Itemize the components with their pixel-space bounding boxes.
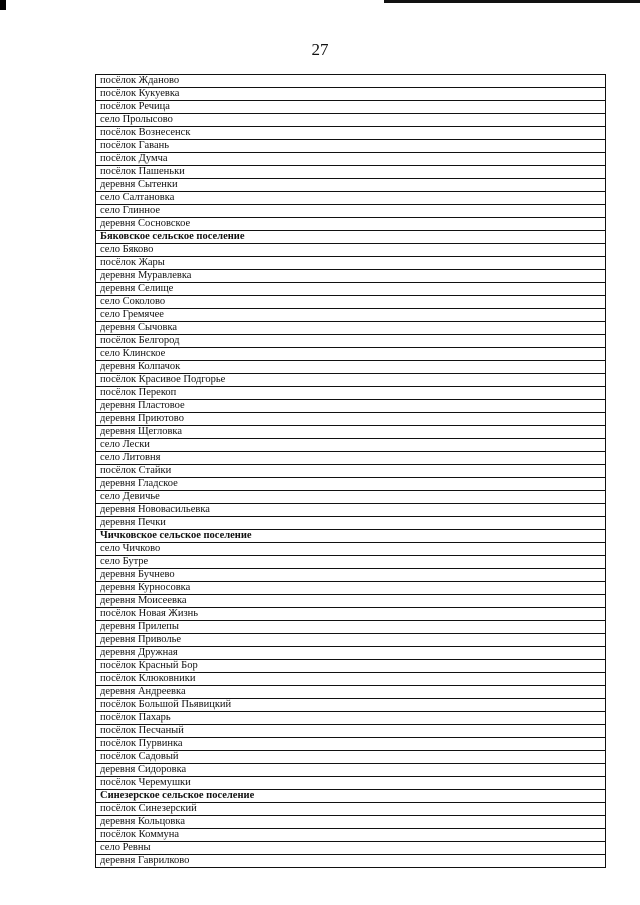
table-row [96, 673, 606, 686]
settlement-name-cell: деревня Селище [96, 283, 606, 296]
settlement-name-cell: деревня Пластовое [96, 400, 606, 413]
table-row [96, 465, 606, 478]
settlement-name-cell: посёлок Клюковники [96, 673, 606, 686]
settlement-name-cell: посёлок Стайки [96, 465, 606, 478]
settlement-name-cell: посёлок Коммуна [96, 829, 606, 842]
settlement-table [95, 74, 606, 868]
table-row [96, 491, 606, 504]
table-row [96, 634, 606, 647]
scan-edge-mark [0, 0, 6, 10]
settlement-name-cell: село Литовня [96, 452, 606, 465]
settlement-name-cell: посёлок Черемушки [96, 777, 606, 790]
table-row [96, 543, 606, 556]
settlement-name-cell: посёлок Большой Пьявицкий [96, 699, 606, 712]
table-row [96, 244, 606, 257]
settlement-table-body [96, 75, 606, 868]
settlement-name-cell: деревня Щегловка [96, 426, 606, 439]
table-row [96, 335, 606, 348]
table-row [96, 257, 606, 270]
settlement-name-cell: деревня Гаврилково [96, 855, 606, 868]
table-row [96, 413, 606, 426]
table-row [96, 478, 606, 491]
table-row [96, 556, 606, 569]
settlement-name-cell: деревня Колпачок [96, 361, 606, 374]
table-row [96, 309, 606, 322]
table-row [96, 738, 606, 751]
table-row [96, 179, 606, 192]
settlement-name-cell: село Чичково [96, 543, 606, 556]
table-row [96, 400, 606, 413]
settlement-name-cell: село Бяково [96, 244, 606, 257]
table-row [96, 595, 606, 608]
settlement-name-cell: село Соколово [96, 296, 606, 309]
table-row [96, 166, 606, 179]
settlement-name-cell: деревня Курносовка [96, 582, 606, 595]
settlement-name-cell: посёлок Белгород [96, 335, 606, 348]
settlement-name-cell: деревня Бучнево [96, 569, 606, 582]
settlement-name-cell: деревня Прилепы [96, 621, 606, 634]
table-row [96, 452, 606, 465]
table-row [96, 803, 606, 816]
settlement-name-cell: посёлок Перекоп [96, 387, 606, 400]
table-row [96, 686, 606, 699]
table-row [96, 127, 606, 140]
settlement-name-cell: село Девичье [96, 491, 606, 504]
table-row [96, 608, 606, 621]
settlement-name-cell: посёлок Синезерский [96, 803, 606, 816]
table-row [96, 374, 606, 387]
table-row [96, 569, 606, 582]
table-row [96, 439, 606, 452]
settlement-name-cell: деревня Нововасильевка [96, 504, 606, 517]
table-row [96, 296, 606, 309]
settlement-name-cell: село Лески [96, 439, 606, 452]
section-header-cell: Чичковское сельское поселение [96, 530, 606, 543]
settlement-name-cell: деревня Кольцовка [96, 816, 606, 829]
settlement-name-cell: посёлок Новая Жизнь [96, 608, 606, 621]
scan-edge-line [384, 0, 640, 3]
table-row [96, 842, 606, 855]
table-row [96, 348, 606, 361]
settlement-name-cell: село Бутре [96, 556, 606, 569]
table-row [96, 205, 606, 218]
table-row [96, 725, 606, 738]
table-row [96, 660, 606, 673]
table-row [96, 855, 606, 868]
settlement-name-cell: деревня Сычовка [96, 322, 606, 335]
settlement-name-cell: деревня Гладское [96, 478, 606, 491]
settlement-name-cell: деревня Приютово [96, 413, 606, 426]
settlement-name-cell: село Салтановка [96, 192, 606, 205]
table-row [96, 101, 606, 114]
table-row [96, 114, 606, 127]
table-row [96, 192, 606, 205]
settlement-name-cell: посёлок Жданово [96, 75, 606, 88]
table-row [96, 426, 606, 439]
table-row [96, 621, 606, 634]
table-row [96, 712, 606, 725]
table-row [96, 283, 606, 296]
settlement-name-cell: село Глинное [96, 205, 606, 218]
settlement-name-cell: деревня Андреевка [96, 686, 606, 699]
settlement-name-cell: посёлок Красивое Подгорье [96, 374, 606, 387]
settlement-name-cell: посёлок Думча [96, 153, 606, 166]
table-row [96, 582, 606, 595]
settlement-name-cell: село Гремячее [96, 309, 606, 322]
table-row [96, 322, 606, 335]
settlement-name-cell: посёлок Жары [96, 257, 606, 270]
settlement-name-cell: посёлок Красный Бор [96, 660, 606, 673]
settlement-name-cell: деревня Дружная [96, 647, 606, 660]
table-row [96, 504, 606, 517]
settlement-name-cell: деревня Сосновское [96, 218, 606, 231]
settlement-name-cell: село Ревны [96, 842, 606, 855]
section-header-row [96, 790, 606, 803]
settlement-name-cell: посёлок Песчаный [96, 725, 606, 738]
section-header-cell: Синезерское сельское поселение [96, 790, 606, 803]
settlement-name-cell: деревня Муравлевка [96, 270, 606, 283]
table-row [96, 829, 606, 842]
settlement-name-cell: посёлок Садовый [96, 751, 606, 764]
section-header-row [96, 530, 606, 543]
settlement-name-cell: посёлок Пашеньки [96, 166, 606, 179]
settlement-name-cell: посёлок Пурвинка [96, 738, 606, 751]
settlement-name-cell: деревня Моисеевка [96, 595, 606, 608]
settlement-name-cell: посёлок Вознесенск [96, 127, 606, 140]
settlement-name-cell: деревня Сидоровка [96, 764, 606, 777]
table-row [96, 699, 606, 712]
settlement-name-cell: деревня Сытенки [96, 179, 606, 192]
settlement-name-cell: посёлок Речица [96, 101, 606, 114]
table-row [96, 647, 606, 660]
section-header-row [96, 231, 606, 244]
settlement-name-cell: посёлок Гавань [96, 140, 606, 153]
table-row [96, 816, 606, 829]
table-row [96, 140, 606, 153]
section-header-cell: Бяковское сельское поселение [96, 231, 606, 244]
table-row [96, 75, 606, 88]
table-row [96, 270, 606, 283]
table-row [96, 764, 606, 777]
table-row [96, 218, 606, 231]
table-row [96, 387, 606, 400]
table-row [96, 153, 606, 166]
settlement-name-cell: село Пролысово [96, 114, 606, 127]
settlement-name-cell: посёлок Пахарь [96, 712, 606, 725]
settlement-name-cell: деревня Печки [96, 517, 606, 530]
table-row [96, 88, 606, 101]
settlement-name-cell: деревня Приволье [96, 634, 606, 647]
table-row [96, 751, 606, 764]
page-number: 27 [311, 40, 329, 59]
settlement-name-cell: село Клинское [96, 348, 606, 361]
table-row [96, 777, 606, 790]
table-row [96, 361, 606, 374]
table-row [96, 517, 606, 530]
settlement-name-cell: посёлок Кукуевка [96, 88, 606, 101]
